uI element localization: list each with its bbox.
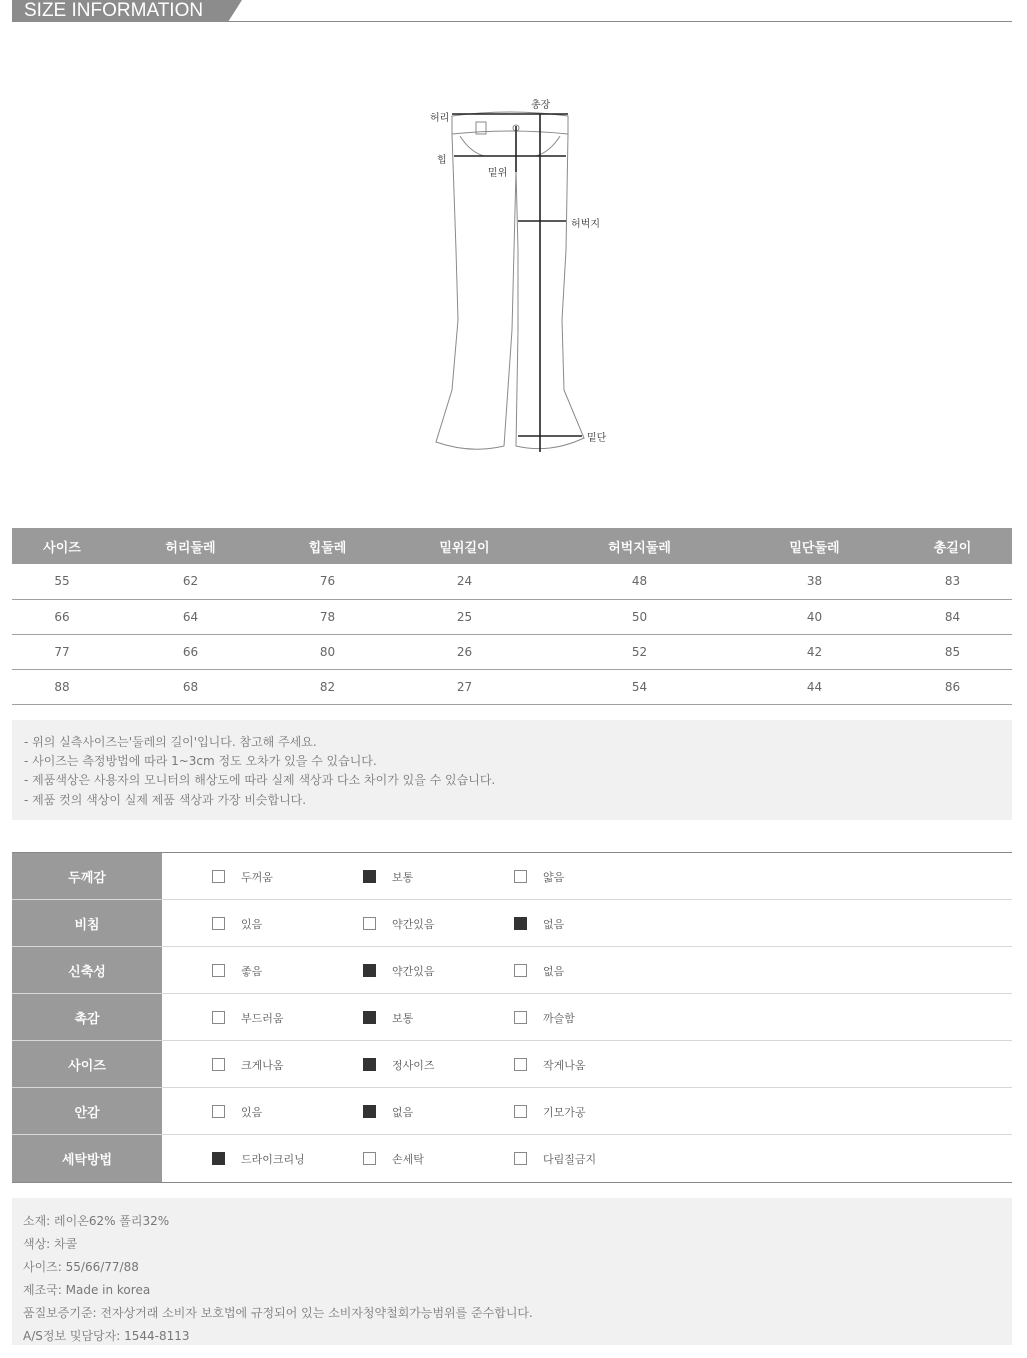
size-table-cell: 86 bbox=[893, 669, 1012, 704]
note-line: - 제품 컷의 색상이 실제 제품 색상과 가장 비슷합니다. bbox=[24, 792, 307, 807]
size-table-cell: 84 bbox=[893, 599, 1012, 634]
feature-option-label: 부드러움 bbox=[241, 1011, 284, 1025]
feature-option bbox=[212, 900, 262, 947]
size-table-cell: 52 bbox=[543, 634, 736, 669]
checked-box-icon bbox=[212, 1152, 225, 1165]
feature-option bbox=[212, 1135, 305, 1182]
size-table-header: 허벅지둘레 bbox=[543, 528, 736, 564]
feature-row bbox=[12, 1135, 1012, 1182]
size-table-row bbox=[12, 599, 1012, 634]
size-table-cell: 42 bbox=[736, 634, 893, 669]
checked-box-icon bbox=[363, 1058, 376, 1071]
feature-option-label: 약간있음 bbox=[392, 917, 435, 931]
feature-label: 비침 bbox=[12, 900, 162, 946]
feature-option bbox=[363, 853, 413, 900]
unchecked-box-icon bbox=[514, 870, 527, 883]
size-table-row bbox=[12, 634, 1012, 669]
feature-option bbox=[514, 1041, 586, 1088]
feature-option-label: 작게나옴 bbox=[543, 1058, 586, 1072]
pants-illustration bbox=[400, 90, 640, 460]
feature-option bbox=[212, 1088, 262, 1135]
size-table-cell: 78 bbox=[269, 599, 386, 634]
size-table-cell: 82 bbox=[269, 669, 386, 704]
feature-option-label: 정사이즈 bbox=[392, 1058, 435, 1072]
feature-option-label: 다림질금지 bbox=[543, 1152, 597, 1166]
pants-measurement-diagram bbox=[400, 90, 640, 460]
feature-option-label: 있음 bbox=[241, 917, 263, 931]
size-table-header: 힙둘레 bbox=[269, 528, 386, 564]
feature-table bbox=[12, 852, 1012, 1183]
unchecked-box-icon bbox=[514, 1011, 527, 1024]
feature-option bbox=[363, 900, 435, 947]
feature-label: 두께감 bbox=[12, 853, 162, 899]
feature-option bbox=[212, 1041, 284, 1088]
size-table-cell: 40 bbox=[736, 599, 893, 634]
size-table-cell: 26 bbox=[386, 634, 543, 669]
unchecked-box-icon bbox=[514, 1105, 527, 1118]
unchecked-box-icon bbox=[212, 870, 225, 883]
feature-option bbox=[212, 947, 262, 994]
checked-box-icon bbox=[363, 1105, 376, 1118]
feature-options bbox=[162, 947, 1012, 993]
diagram-label-thigh: 허벅지 bbox=[571, 219, 600, 230]
size-table-header: 밑위길이 bbox=[386, 528, 543, 564]
size-table-cell: 77 bbox=[12, 634, 112, 669]
feature-label: 촉감 bbox=[12, 994, 162, 1040]
size-table-header: 밑단둘레 bbox=[736, 528, 893, 564]
feature-option bbox=[514, 900, 564, 947]
feature-options bbox=[162, 1088, 1012, 1134]
unchecked-box-icon bbox=[212, 1058, 225, 1071]
feature-option bbox=[363, 1041, 435, 1088]
diagram-label-rise: 밑위 bbox=[488, 168, 508, 179]
feature-option bbox=[514, 1135, 596, 1182]
feature-option-label: 손세탁 bbox=[392, 1152, 424, 1166]
section-header bbox=[12, 0, 1012, 22]
feature-option bbox=[212, 853, 273, 900]
unchecked-box-icon bbox=[212, 964, 225, 977]
feature-option bbox=[212, 994, 284, 1041]
feature-option-label: 좋음 bbox=[241, 964, 263, 978]
size-table-header: 총길이 bbox=[893, 528, 1012, 564]
size-table-cell: 62 bbox=[112, 564, 269, 599]
note-line: - 제품색상은 사용자의 모니터의 해상도에 따라 실제 색상과 다소 차이가 있을 수 있습니다. bbox=[24, 773, 496, 788]
note-line: - 위의 실측사이즈는'둘레의 길이'입니다. 참고해 주세요. bbox=[24, 735, 317, 749]
feature-option-label: 없음 bbox=[543, 917, 565, 931]
size-table-cell: 54 bbox=[543, 669, 736, 704]
note-line: - 사이즈는 측정방법에 따라 1~3cm 정도 오차가 있을 수 있습니다. bbox=[24, 754, 377, 769]
unchecked-box-icon bbox=[514, 964, 527, 977]
feature-option-label: 얇음 bbox=[543, 870, 565, 884]
feature-row bbox=[12, 947, 1012, 994]
size-table-header: 사이즈 bbox=[12, 528, 112, 564]
unchecked-box-icon bbox=[363, 917, 376, 930]
info-color: 색상: 차콜 bbox=[23, 1237, 78, 1251]
feature-options bbox=[162, 1135, 1012, 1182]
info-quality: 품질보증기준: 전자상거래 소비자 보호법에 규정되어 있는 소비자청약철회가능범위를 준수합니다. bbox=[23, 1306, 533, 1320]
diagram-label-waist: 허리 bbox=[430, 113, 450, 124]
size-table-cell: 55 bbox=[12, 564, 112, 599]
feature-option-label: 약간있음 bbox=[392, 964, 435, 978]
size-table-cell: 68 bbox=[112, 669, 269, 704]
feature-options bbox=[162, 994, 1012, 1040]
feature-option bbox=[363, 1088, 413, 1135]
checked-box-icon bbox=[363, 964, 376, 977]
unchecked-box-icon bbox=[212, 1105, 225, 1118]
feature-row bbox=[12, 900, 1012, 947]
size-table-cell: 76 bbox=[269, 564, 386, 599]
feature-option bbox=[514, 1088, 586, 1135]
info-material: 소재: 레이온62% 폴리32% bbox=[23, 1214, 170, 1228]
feature-option-label: 있음 bbox=[241, 1105, 263, 1119]
feature-option-label: 보통 bbox=[392, 1011, 414, 1025]
feature-option-label: 없음 bbox=[543, 964, 565, 978]
size-table-cell: 38 bbox=[736, 564, 893, 599]
feature-label: 세탁방법 bbox=[12, 1135, 162, 1182]
size-table-row bbox=[12, 669, 1012, 704]
size-table-header-row bbox=[12, 528, 1012, 564]
size-table bbox=[12, 528, 1012, 705]
info-origin: 제조국: Made in korea bbox=[23, 1283, 151, 1297]
size-table-cell: 44 bbox=[736, 669, 893, 704]
size-table-cell: 83 bbox=[893, 564, 1012, 599]
feature-label: 신축성 bbox=[12, 947, 162, 993]
feature-option bbox=[363, 947, 435, 994]
feature-option bbox=[514, 947, 564, 994]
size-table-cell: 85 bbox=[893, 634, 1012, 669]
section-title: SIZE INFORMATION bbox=[24, 0, 204, 21]
feature-option-label: 두꺼움 bbox=[241, 870, 273, 884]
size-table-row bbox=[12, 564, 1012, 599]
feature-option bbox=[514, 853, 564, 900]
feature-option-label: 드라이크리닝 bbox=[241, 1152, 305, 1166]
diagram-label-hem: 밑단 bbox=[587, 433, 607, 444]
feature-options bbox=[162, 1041, 1012, 1087]
feature-option-label: 크게나옴 bbox=[241, 1058, 284, 1072]
feature-option bbox=[363, 1135, 424, 1182]
feature-row bbox=[12, 853, 1012, 900]
feature-row bbox=[12, 1041, 1012, 1088]
size-table-cell: 25 bbox=[386, 599, 543, 634]
diagram-label-hip: 힙 bbox=[437, 155, 447, 166]
info-sizes: 사이즈: 55/66/77/88 bbox=[23, 1260, 139, 1274]
feature-options bbox=[162, 900, 1012, 946]
section-header-tab bbox=[12, 0, 228, 22]
unchecked-box-icon bbox=[363, 1152, 376, 1165]
unchecked-box-icon bbox=[212, 1011, 225, 1024]
unchecked-box-icon bbox=[514, 1152, 527, 1165]
size-table-cell: 27 bbox=[386, 669, 543, 704]
size-table-cell: 64 bbox=[112, 599, 269, 634]
feature-option-label: 보통 bbox=[392, 870, 414, 884]
size-notes bbox=[12, 720, 1012, 820]
feature-option bbox=[363, 994, 413, 1041]
info-as: A/S정보 및담당자: 1544-8113 bbox=[23, 1329, 190, 1343]
size-table-cell: 80 bbox=[269, 634, 386, 669]
diagram-label-total: 총장 bbox=[531, 100, 551, 111]
feature-options bbox=[162, 853, 1012, 899]
feature-option-label: 기모가공 bbox=[543, 1105, 586, 1119]
size-table-cell: 24 bbox=[386, 564, 543, 599]
checked-box-icon bbox=[514, 917, 527, 930]
size-table-cell: 48 bbox=[543, 564, 736, 599]
product-info bbox=[12, 1198, 1012, 1345]
feature-option-label: 없음 bbox=[392, 1105, 414, 1119]
unchecked-box-icon bbox=[212, 917, 225, 930]
feature-label: 안감 bbox=[12, 1088, 162, 1134]
feature-option-label: 까슬함 bbox=[543, 1011, 575, 1025]
size-table-cell: 66 bbox=[112, 634, 269, 669]
unchecked-box-icon bbox=[514, 1058, 527, 1071]
feature-option bbox=[514, 994, 575, 1041]
checked-box-icon bbox=[363, 870, 376, 883]
size-table-cell: 50 bbox=[543, 599, 736, 634]
feature-row bbox=[12, 994, 1012, 1041]
size-table-cell: 66 bbox=[12, 599, 112, 634]
size-table-cell: 88 bbox=[12, 669, 112, 704]
feature-label: 사이즈 bbox=[12, 1041, 162, 1087]
checked-box-icon bbox=[363, 1011, 376, 1024]
feature-row bbox=[12, 1088, 1012, 1135]
size-table-header: 허리둘레 bbox=[112, 528, 269, 564]
